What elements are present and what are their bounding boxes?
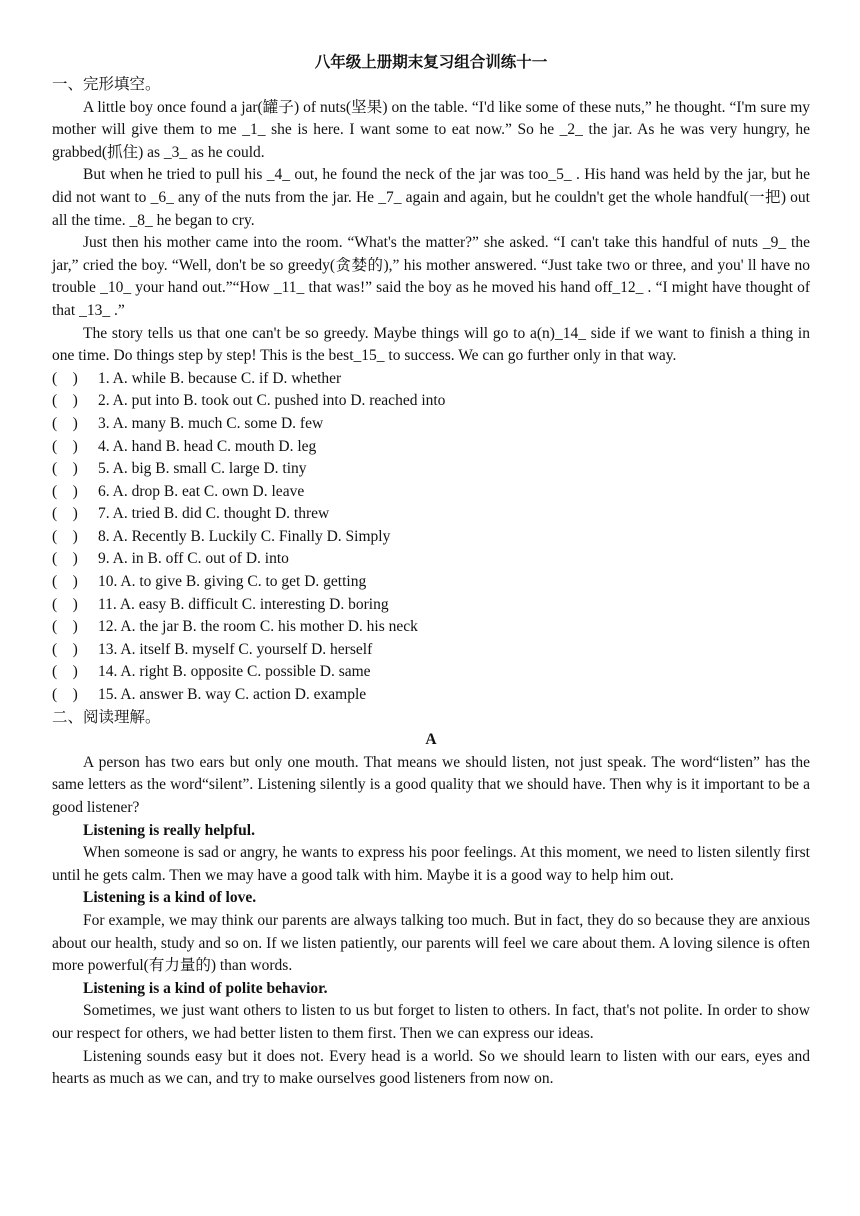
reading-paragraph-2: For example, we may think our parents are always talking too much. But in fact, they do so because they are anxious about our health, study and so on. If we listen patiently, our parents will feel we care about them. A loving silence is often more powerful(有力量的) than words. — [52, 911, 810, 975]
answer-blank[interactable]: ( ) — [52, 482, 78, 500]
answer-blank[interactable]: ( ) — [52, 618, 78, 636]
question-text: 12. A. the jar B. the room C. his mother D. his neck — [98, 618, 418, 636]
question-item — [52, 571, 810, 594]
document-page — [52, 52, 810, 1091]
answer-blank[interactable]: ( ) — [52, 640, 78, 658]
question-text: 11. A. easy B. difficult C. interesting D. boring — [98, 595, 389, 613]
section-heading-reading: 二、阅读理解。 — [52, 708, 161, 726]
answer-blank[interactable]: ( ) — [52, 663, 78, 681]
question-text: 2. A. put into B. took out C. pushed into D. reached into — [98, 392, 446, 410]
answer-blank[interactable]: ( ) — [52, 595, 78, 613]
question-text: 15. A. answer B. way C. action D. example — [98, 686, 367, 704]
question-item — [52, 639, 810, 662]
answer-blank[interactable]: ( ) — [52, 550, 78, 568]
cloze-paragraph-3: Just then his mother came into the room. “What's the matter?” she asked. “I can't take this handful of nuts _9_ the jar,” cried the boy. “Well, don't be so greedy(贪婪的),” his mother answered. “Just take two or three, and you' ll have no trouble _10_ your hand out.”“How _11_ that was!” said the boy as he moved his hand off_12_ . “I might have thought of that _13_ .” — [52, 234, 810, 319]
subheading-helpful: Listening is really helpful. — [83, 821, 255, 839]
page-title: 八年级上册期末复习组合训练十一 — [314, 54, 548, 71]
cloze-paragraph-2: But when he tried to pull his _4_ out, he found the neck of the jar was too_5_ . His hand was held by the jar, but he did not want to _6_ any of the nuts from the jar. He _7_ again and again, but he couldn't get the whole handful(一把) out all the time. _8_ he began to cry. — [52, 166, 810, 229]
question-item — [52, 616, 810, 639]
question-text: 8. A. Recently B. Luckily C. Finally D. Simply — [98, 527, 391, 545]
question-text: 6. A. drop B. eat C. own D. leave — [98, 482, 305, 500]
passage-label: A — [425, 731, 437, 749]
reading-paragraph-4: Listening sounds easy but it does not. Every head is a world. So we should learn to listen with our ears, eyes and hearts as much as we can, and try to make ourselves good listeners from now on. — [52, 1047, 810, 1088]
subheading-love: Listening is a kind of love. — [83, 889, 257, 907]
answer-blank[interactable]: ( ) — [52, 505, 78, 523]
question-text: 10. A. to give B. giving C. to get D. getting — [98, 573, 367, 591]
question-text: 7. A. tried B. did C. thought D. threw — [98, 505, 330, 523]
question-text: 13. A. itself B. myself C. yourself D. herself — [98, 640, 373, 658]
cloze-paragraph-1: A little boy once found a jar(罐子) of nuts(坚果) on the table. “I'd like some of these nuts,” he thought. “I'm sure my mother will give them to me _1_ she is here. I want some to eat now.” So he _2_ the jar. As he was very hungry, he grabbed(抓住) as _3_ as he could. — [52, 98, 810, 161]
question-text: 9. A. in B. off C. out of D. into — [98, 550, 289, 568]
question-text: 4. A. hand B. head C. mouth D. leg — [98, 437, 317, 455]
section-heading-cloze: 一、完形填空。 — [52, 76, 161, 93]
reading-paragraph-1: When someone is sad or angry, he wants to express his poor feelings. At this moment, we need to listen silently first until he gets calm. Then we may have a good talk with him. Maybe it is a good way to help him out. — [52, 844, 810, 884]
question-item — [52, 503, 810, 526]
answer-blank[interactable]: ( ) — [52, 527, 78, 545]
question-item — [52, 548, 810, 571]
question-item — [52, 481, 810, 504]
question-item — [52, 594, 810, 617]
question-text: 3. A. many B. much C. some D. few — [98, 414, 324, 432]
question-item — [52, 458, 810, 481]
answer-blank[interactable]: ( ) — [52, 414, 78, 432]
answer-blank[interactable]: ( ) — [52, 437, 78, 455]
question-item — [52, 436, 810, 459]
answer-blank[interactable]: ( ) — [52, 573, 78, 591]
answer-blank[interactable]: ( ) — [52, 460, 78, 478]
question-item — [52, 413, 810, 436]
subheading-polite: Listening is a kind of polite behavior. — [83, 979, 328, 997]
question-item — [52, 684, 810, 707]
answer-blank[interactable]: ( ) — [52, 686, 78, 704]
question-text: 1. A. while B. because C. if D. whether — [98, 369, 342, 387]
answer-blank[interactable]: ( ) — [52, 369, 78, 387]
reading-paragraph-3: Sometimes, we just want others to listen to us but forget to listen to others. In fact, that's not polite. In order to show our respect for others, we had better listen to them first. Then we can express our ideas. — [52, 1002, 810, 1042]
question-item — [52, 526, 810, 549]
cloze-paragraph-4: The story tells us that one can't be so greedy. Maybe things will go to a(n)_14_ side if we want to finish a thing in one time. Do things step by step! This is the best_15_ to success. We can go further only in that way. — [52, 324, 810, 365]
question-item — [52, 661, 810, 684]
reading-intro: A person has two ears but only one mouth. That means we should listen, not just speak. The word“listen” has the same letters as the word“silent”. Listening silently is a good quality that we should have. Then why is it important to be a good listener? — [52, 753, 810, 816]
question-item — [52, 390, 810, 413]
question-list — [52, 368, 810, 707]
question-text: 14. A. right B. opposite C. possible D. same — [98, 663, 371, 681]
answer-blank[interactable]: ( ) — [52, 392, 78, 410]
question-text: 5. A. big B. small C. large D. tiny — [98, 460, 307, 478]
question-item — [52, 368, 810, 391]
